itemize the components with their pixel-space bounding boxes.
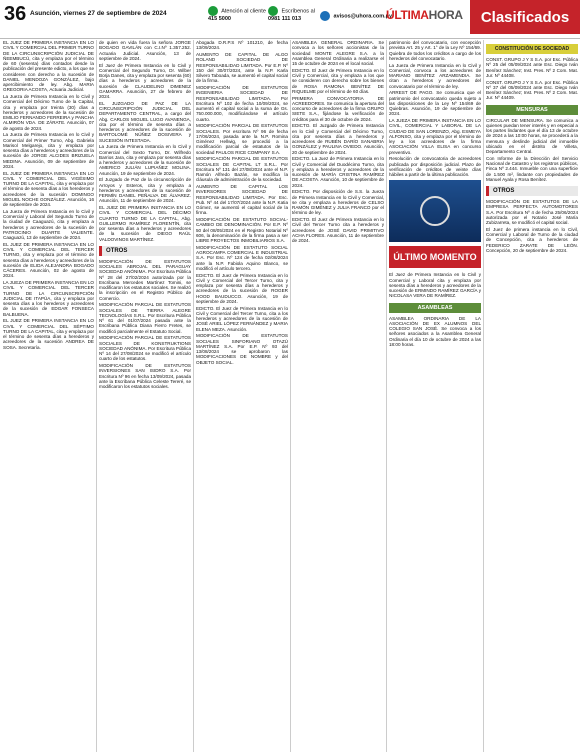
company-notice: CONST. GRUPO J Y S S.A. por Esc. Pública Nº 25 del 05/09/2024 ante Esc. Diego Iván Benítez Sánchez; Inst. Pres. Nº 2 Com. Mat. Jur. Nº 44408.: [486, 57, 578, 78]
legal-notice: PRIMERA CONVOCATORIA DE ACREEDORES. Se comunica la apertura del concurso de acreedores de la firma GRUPO SIETE S.A., fijándose la verificación de créditos para el 30 de octubre de 2024.: [292, 95, 384, 122]
column-6: [486, 40, 578, 752]
page-header: [0, 0, 580, 39]
section-heading-mensuras: MENSURAS: [486, 105, 578, 115]
column-divider: [483, 40, 484, 752]
legal-notice: Resolución de convocatoria de acreedores publicada por disposición judicial. Plazo de verificación de créditos de veinte días hábiles a partir de la última publicación.: [389, 156, 481, 177]
legal-notice: ASAMBLEA GENERAL ORDINARIA. Se convoca a los señores accionistas de la sociedad MONTE ALEGRE S.A. a la Asamblea General Ordinaria a realizarse el 15 de octubre de 2024 en el local social.: [292, 40, 384, 66]
company-notice: AUMENTO DE CAPITAL DE ALGO ROLAND SOCIEDAD DE RESPONSABILIDAD LIMITADA. Por E.P. Nº 150 del 30/07/2024, ante la N.P. Karla Silvero Taboada, se aumentó el capital social de la firma.: [196, 52, 288, 84]
legal-notice: EL JUEZ DE PRIMERA INSTANCIA EN LO CIVIL Y COMERCIAL DEL TERCER TURNO, cita y emplaza por el término de sesenta días a herederos y acreedores de la sucesión de ELIDA ALEJANDRA BOGADO CÁCERES. Asunción, 02 de agosto de 2024.: [3, 241, 94, 279]
column-2: [99, 40, 191, 752]
company-notice: MODIFICACIÓN PARCIAL DE ESTATUTOS SOCIALES DE CAPITAL LT S.R.L. Por Escritura Nº 131 del 27/08/2024 ante el N.P. Ramón Alfredo Bazán, se modifica la cláusula de administración de la sociedad.: [196, 156, 288, 183]
contact-label: Escríbenos al: [281, 8, 315, 15]
legal-notice: EL JUEZ DE PRIMERA INSTANCIA EN LO CIVIL Y COMERCIAL DEL DÉCIMO CUARTO TURNO DE LA CAPITAL, Abg. GUILLERMO RAMÍREZ FLORENTÍN, cita por sesenta días a herederos y acreedores de la sucesión de DIEGO RAÚL VALDOVINOS MARTÍNEZ.: [99, 205, 191, 242]
brand-emblem-icon: [420, 196, 450, 226]
company-notice: MODIFICACIÓN PARCIAL DE ESTATUTOS SOCIALES DE KONSTRUKTIONS SOCIEDAD ANÓNIMA. Por Escritura Pública Nº 14 del 27/08/2024 se modificó el artículo cuarto de los estatutos.: [99, 335, 191, 362]
legal-notice: EDICTO. El Juzgado de Primera Instancia en lo Civil y Comercial del Décimo Turno, cita por sesenta días a herederos y acreedores de RUBÉN DARÍO SANABRIA GONZÁLEZ y PAULINA OVIEDO. Asunción, 20 de septiembre de 2024.: [292, 123, 384, 155]
legal-notice: EL JUEZ DE PRIMERA INSTANCIA EN LO CIVIL Y COMERCIAL DEL VIGÉSIMO TURNO DE LA CAPITAL, cita y emplaza por el término de sesenta días a los herederos y acreedores de la sucesión DOMINGO MIGUEL NOCHE GONZÁLEZ. Asunción, 16 de septiembre de 2024.: [3, 170, 94, 207]
legal-notice: El Juez de Primera Instancia en lo Civil y Comercial y Laboral cita y emplaza por sesenta días a herederos y acreedores de la sucesión de ERMINDO RAMÍREZ GARCÍA y NICOLASA VERA DE RAMÍREZ.: [389, 272, 481, 299]
legal-notice: patrimonio del convocatario, con excepción prevista Art. 25 y Art. 1° de la Ley Nº 154/69. Quiebra de todos los créditos a cargo de los herederos del convocatario.: [389, 40, 481, 61]
section-heading-asambleas: ASAMBLEAS: [389, 303, 481, 313]
company-notice: MODIFICACIÓN DE ESTATUTOS INGENIERIA SOCIEDAD DE RESPONSABILIDAD LIMITADA. Por Escritura Nº 102 de fecha 10/09/2024, se aumentó el capital social a la suma de Gs. 750.000.000, modificándose el artículo cuarto.: [196, 85, 288, 122]
brand-logo: [386, 8, 463, 22]
contact-label: Atención al cliente: [221, 8, 266, 15]
column-4: [292, 40, 384, 752]
legal-notice: EDICTO. El Juez de Primera Instancia en lo Civil del Tercer Turno cita a herederos y acreedores de JOSÉ DAVID PRIMITIVO ACHA FLORES. Asunción, 11 de septiembre de 2024.: [292, 217, 384, 243]
legal-notice: EDICTO. El Juez de Primera Instancia en lo Civil y Comercial del Tercer Turno, cita y emplaza por sesenta días a herederos y acreedores de la sucesión de ROGER HOOD BAUDUCCO. Asunción, 19 de septiembre de 2024.: [196, 272, 288, 304]
section-tab: Clasificados: [470, 0, 580, 34]
company-notice: MODIFICACIÓN DE ESTATUTO SOCIAL AGROCAMPA COMERCIAL E INDUSTRIAL S.A. Por Esc. Nº 124 de fecha 02/08/2024 ante la N.P. Fabiola Aquino Blanco, se modificó el artículo tercero.: [196, 244, 288, 271]
legal-notice: La Jueza de Primera Instancia en lo Civil y Comercial del Sexto Turno, Dr. Wilfredo Barrios Jara, cita y emplaza por sesenta días a herederos y acreedores de la sucesión de AMERICO JULIÁN LUPIAÑEZ MOLINA. Asunción, 19 de septiembre de 2024.: [99, 144, 191, 176]
company-notice: MODIFICACIÓN DE ESTATUTOS SOCIALES ABROJAL DEL PARAGUAY SOCIEDAD ANÓNIMA. Por Escritura Pública Nº 28 del 27/02/2024 autorizada por la Escribana Mercedes Martínez Tomini, se modificaron los estatutos sociales. Se realizó la inscripción en el Registro Público de Comercio.: [99, 258, 191, 301]
ultimo-momento-banner: ÚLTIMO MOMENTO: [389, 246, 481, 268]
column-divider: [386, 40, 387, 752]
company-notice: Abogada D.R.P.S Nº 101210, de fecha 13/09/2024.: [196, 40, 288, 51]
promo-image: [389, 180, 481, 242]
legal-notice: La Jueza de Primera Instancia en lo Civil y Comercial, convoca a los acreedores de MARIANO BENÍTEZ ARZAMENDIA. Se citan a herederos y acreedores del convocatario por el término de ley.: [389, 62, 481, 89]
whatsapp-icon: [268, 6, 278, 16]
section-heading-otros: OTROS: [99, 246, 191, 256]
contact-whatsapp: [268, 6, 315, 22]
company-notice: MODIFICACIÓN DE ESTATUTOS INVERSIONES SAN ISIDRO S.A. Por Escritura Nº 96 en fecha 13/09/2024, pasada ante la Escribana Pública Celeste Tereré, se modificaron los estatutos sociales.: [99, 363, 191, 389]
issue-date: Asunción, viernes 27 de septiembre de 2024: [30, 10, 167, 17]
company-notice: CONST. GRUPO J Y S S.A. por Esc. Pública Nº 37 del 05/09/2024 ante Esc. Diego Iván Benítez Sánchez; Inst. Pres. Nº 2 Com. Mat. Jur. Nº 44409.: [486, 79, 578, 101]
company-notice: AUMENTO DE CAPITAL LOS INVERSORES SOCIEDAD DE RESPONSABILIDAD LIMITADA. Por Esc. Pub. Nº 44 del 17/07/2024 ante la N.P. Katia Gómez, se aumentó el capital social de la firma.: [196, 184, 288, 216]
legal-notice: EDICTO. El Juez de Primera Instancia en lo Civil y Comercial, cita y emplaza a los que se consideren con derecho sobre los bienes de ROSA RAMONA BENÍTEZ DE RIQUELME por el término de 60 días.: [292, 67, 384, 94]
legal-notice: El Juzgado de Paz de la circunscripción de Arroyos y Esteros, cita y emplaza a herederos y acreedores de la sucesión de FERMÍN DANIEL PEÑALVA DE ÁLVAREZ. Asunción, 11 de septiembre de 2024.: [99, 177, 191, 204]
column-divider: [96, 40, 97, 752]
legal-notice: La Jueza de Primera Instancia en lo Civil y Comercial del Primer Turno, Abg. Gabriela Marisol Melgarejo, cita y emplaza por sesenta días a herederos y acreedores de la sucesión de JORGE ALCIDES BRIZUELA MEDINA. Asunción, 09 de septiembre de 2024.: [3, 132, 94, 169]
legal-notice: La Jueza de Primera Instancia en lo Civil y Comercial y Laboral del Segundo Turno de la ciudad de Caaguazú, cita y emplaza a herederos y acreedores de la sucesión de PATROCINIO DUARTE VALIENTE. Caaguazú, 13 de septiembre de 2024.: [3, 208, 94, 240]
legal-notice: EDICTO. El Juez de Primera Instancia en lo Civil y Comercial del Tercer Turno, cita a los herederos y acreedores de la sucesión de JOSÉ ARIEL LÓPEZ FERNÁNDEZ y MARIA ELENA MEZA. Asunción.: [196, 305, 288, 332]
brand-main: ÚLTIMA: [386, 8, 429, 22]
column-3: [196, 40, 288, 752]
brand-sub: HORA: [428, 8, 463, 22]
page-number: 36: [4, 3, 27, 25]
legal-notice: ARREST DE PAGO. Se comunica que el patrimonio del convocatario queda sujeto a las disposiciones de la Ley Nº 154/69 de Quiebras. Asunción, 19 de septiembre de 2024.: [389, 90, 481, 117]
column-divider: [193, 40, 194, 752]
email-icon: [320, 11, 330, 21]
legal-notice: El Juez de primera instancia en lo Civil, Comercial y Laboral de Turno de la ciudad de Concepción, cita a herederos de FEDERICO ZARATE DE LEÓN. Concepción, 20 de septiembre de 2024.: [486, 226, 578, 253]
legal-notice: EDICTO. Por disposición de S.S. la Jueza de Primera Instancia en lo Civil y Comercial, se cita y emplaza a herederos de CELSO RAMÓN GIMÉNEZ y JULIA FRANCO por el término de ley.: [292, 189, 384, 216]
contact-phone: [208, 6, 266, 22]
legal-notice: LA JUEZA DE PRIMERA INSTANCIA EN LO CIVIL, COMERCIAL Y LABORAL DE LA CIUDAD DE SAN LORENZO, Abg. ESMEYA ALFONSO, cita y emplaza por el término de ley a los acreedores de la firma ASOCIACIÓN VILLA ELISA en concurso preventivo.: [389, 118, 481, 155]
contact-value: 415 5000: [208, 16, 231, 22]
legal-notice: La Jueza de Primera Instancia en lo Civil y Comercial del Décimo Turno de la Capital, cita y emplaza por treinta (30) días a herederos y acreedores de la sucesión de EMILIO FERNANDO FERREIRA y PANCHA ALMIRÓN VDA. DE ZÁRATE. Asunción, 07 de agosto de 2024.: [3, 94, 94, 131]
contact-value: 0981 111 013: [268, 16, 302, 22]
legal-notice: EL JUEZ DE PRIMERA INSTANCIA EN LO CIVIL Y COMERCIAL DEL PRIMER TURNO DE LA CIRCUNSCRIPCIÓN JUDICIAL DE ÑEEMBUCÚ, cita y emplaza por el término de 60 (sesenta) días contados desde la publicación del presente edicto, a los que se consideren con derecho a la sucesión de DANIEL MENDOZA GONZÁLEZ, bajo apercibimiento de ley. Abg. MARIA GREGORIA ACOSTA, Actuaria Judicial.: [3, 40, 94, 93]
assembly-notice: ASAMBLEA ORDINARIA DE LA ASOCIACIÓN DE EX ALUMNOS DEL COLEGIO SAN JOSÉ. Se convoca a los señores asociados a la Asamblea General Ordinaria el día 10 de octubre de 2024 a las 18:00 horas.: [389, 315, 481, 347]
company-notice: MODIFICACIÓN DE ESTATUTO SOCIAL-CAMBIO DE DENOMINACIÓN. Por E.P. Nº 50 del 08/05/2024 en el Registro Notarial Nº 606, la denominación de la firma pasa a ser LIBRE PROYECTOS INMOBILIARIOS S.A.: [196, 217, 288, 243]
legal-notice: LA JUEZA DE PRIMERA INSTANCIA EN LO CIVIL Y COMERCIAL DEL TERCER TURNO DE LA CIRCUNSCRIPCIÓN JUDICIAL DE ITAPÚA, cita y emplaza por sesenta días a los herederos y acreedores de la sucesión de EDGAR FONSECA BALBUENA.: [3, 280, 94, 317]
company-notice: MODIFICACIÓN PARCIAL DE ESTATUTOS SOCIALES DE TIERRA ALEGRE TECNOLOGÍAS S.R.L. Por Escritura Pública Nº 61 del 01/07/2024 pasada ante la Escribana Pública Diana Fierro Fretes, se modificó parcialmente el Estatuto Social.: [99, 302, 191, 334]
contact-value: avisos@uhora.com.py: [333, 13, 393, 20]
contact-email: [320, 11, 392, 21]
section-heading-otros: OTROS: [486, 186, 578, 196]
company-notice: MODIFICACIÓN PARCIAL DE ESTATUTOS SOCIALES. Por escritura Nº 96 de fecha 17/06/2024, pasada ante la N.P. Romina Giménez Hellwig, se procedió a la modificación parcial de estatutos de la sociedad PAULOS RICE COMPANY S.A.: [196, 123, 288, 155]
mensura-notice: Con Informe de la Dirección del Servicio Nacional de Catastro y los registros públicos, Finca Nº 2.444. Inmueble con una superficie de 1.500 m², lindante con propiedades de Manuel Ayala y Rosa Benítez.: [486, 155, 578, 182]
legal-notice: EDICTO. La Juez de Primera Instancia en lo Civil y Comercial del Duodécimo Turno, cita y emplaza a herederos y acreedores de la sucesión de MARÍA CRISTINA RAMÍREZ DE ACOSTA. Asunción, 10 de septiembre de 2024.: [292, 156, 384, 188]
legal-notice: EL JUZGADO DE PAZ DE LA CIRCUNSCRIPCIÓN JUDICIAL DEL DEPARTAMENTO CENTRAL, a cargo del Abg. CARLOS MIGUEL LUGO AVANENGA, cita por el término de sesenta días a herederos y acreedores de la sucesión de BARTOLOMÉ NÚÑEZ DOSIVERA y SUCESIÓN INTESTADA.: [99, 100, 191, 143]
phone-icon: [208, 6, 218, 16]
company-notice: MODIFICACIÓN DE ESTATUTOS DE LA EMPRESA PERFECTA AUTOMOTORES S.A. Por Escritura Nº 4 de fecha 25/06/2024 autorizada por el Notario José María Zubizarreta, se modificó el capital social.: [486, 199, 578, 225]
legal-notice: de quien en vida fuera la señora JORGE BOGADO GAVILÁN con C.I.Nº 1.357.252. Actuaria Judicial. Asunción, 13 de septiembre de 2024.: [99, 40, 191, 61]
mensura-notice: CIRCULAR DE MENSURA. Se comunica a quienes puedan tener interés y en especial a los partes lindantes que el día 13 de octubre de 2024 a las 10:00 horas, se procederá a la mensura y deslinde judicial del inmueble ubicado en el distrito de Villeta, Departamento Central.: [486, 117, 578, 154]
section-heading-constitucion: CONSTITUCIÓN DE SOCIEDAD: [486, 44, 578, 54]
legal-notice: El Juez de Primera Instancia en lo Civil y Comercial del Segundo Turno, Dr. Wilber Borja Danes, cita y emplaza por sesenta (60) días a herederos y acreedores de la sucesión de CLAUDELINO DIMENEZ GAMARRA. Asunción, 27 de febrero de 2024.: [99, 62, 191, 99]
company-notice: MODIFICACIÓN DE ESTATUTOS SOCIALES SINFORIANO OTAZÚ MARTÍNEZ S.A. Por E.P. Nº 93 del 13/08/2024 se aprobaron las MODIFICACIONES DE NOMBRE y del OBJETO SOCIAL.: [196, 333, 288, 365]
column-divider: [290, 40, 291, 752]
legal-notice: EL JUEZ DE PRIMERA INSTANCIA EN LO CIVIL Y COMERCIAL DEL SÉPTIMO TURNO DE LA CAPITAL, cita y emplaza por el término de sesenta días a herederos y acreedores de la sucesión ANDREA DE SOSA. Secretaría.: [3, 318, 94, 350]
column-1: [3, 40, 94, 752]
column-5: [389, 40, 481, 752]
